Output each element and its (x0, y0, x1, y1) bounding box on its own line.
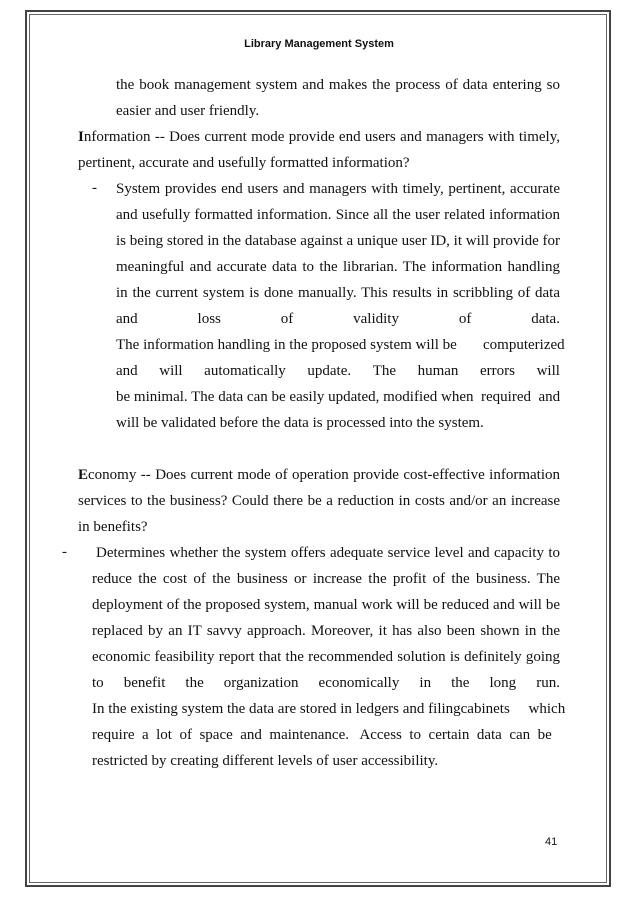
information-answer-line-7: be minimal. The data can be easily updated, modified when required and (116, 389, 561, 405)
intro-line-2: easier and user friendly. (116, 103, 260, 119)
economy-answer-line-1: Determines whether the system offers adequate service level and capacity to (96, 545, 560, 561)
information-question-line-2: pertinent, accurate and usefully formatted information? (78, 155, 410, 171)
information-question-line-1 (78, 124, 560, 150)
spread-word: The (372, 363, 397, 379)
economy-question-text: conomy -- Does current mode of operation provide cost-effective information (88, 467, 560, 483)
information-spread-line-1 (116, 306, 560, 332)
spread-word: human (417, 363, 459, 379)
spread-word: validity (353, 311, 399, 327)
spread-word: and (116, 363, 138, 379)
information-answer-line-6: The information handling in the proposed system will be computerized (116, 337, 565, 353)
information-answer-line-2: and usefully formatted information. Since all the user related information (116, 207, 560, 223)
information-spread-line-2 (116, 358, 560, 384)
spread-word: the (185, 675, 204, 691)
spread-word: to (92, 675, 104, 691)
spread-word: benefit (123, 675, 166, 691)
information-answer-line-5: in the current system is done manually. This results in scribbling of data (116, 285, 560, 301)
economy-question-line-2: services to the business? Could there be a reduction in costs and/or an increase (78, 493, 560, 509)
economy-answer-line-2: reduce the cost of the business or increase the profit of the business. The (92, 571, 560, 587)
spread-word: update. (307, 363, 352, 379)
information-initial: I (78, 129, 84, 145)
page-header: Library Management System (244, 38, 394, 50)
economy-question-line-3: in benefits? (78, 519, 148, 535)
information-answer-line-1: System provides end users and managers with timely, pertinent, accurate (116, 181, 560, 197)
spread-word: the (451, 675, 470, 691)
economy-answer-line-8: restricted by creating different levels of user accessibility. (92, 753, 439, 769)
spread-word: data. (531, 311, 560, 327)
spread-word: and (116, 311, 138, 327)
page-number: 41 (545, 836, 558, 848)
spread-word: automatically (204, 363, 286, 379)
economy-answer-line-7: require a lot of space and maintenance. Access to certain data can be (92, 727, 552, 743)
spread-word: of (280, 311, 294, 327)
economy-answer-line-6: In the existing system the data are stored in ledgers and filingcabinets which (92, 701, 566, 717)
information-answer-line-3: is being stored in the database against a unique user ID, it will provide for (116, 233, 560, 249)
spread-word: economically (318, 675, 400, 691)
spread-word: will (536, 363, 560, 379)
economy-question-line-1 (78, 462, 560, 488)
information-answer-line-4: meaningful and accurate data to the librarian. The information handling (116, 259, 560, 275)
spread-word: of (458, 311, 472, 327)
spread-word: long (489, 675, 517, 691)
economy-answer-line-5: economic feasibility report that the recommended solution is definitely going (92, 649, 560, 665)
spread-word: will (159, 363, 183, 379)
spread-word: errors (480, 363, 515, 379)
spread-word: in (419, 675, 432, 691)
information-dash: - (92, 180, 97, 196)
information-answer-line-8: will be validated before the data is processed into the system. (116, 415, 484, 431)
economy-answer-line-4: replaced by an IT savvy approach. Moreover, it has also been shown in the (92, 623, 560, 639)
intro-line-1: the book management system and makes the process of data entering so (116, 77, 560, 93)
economy-spread-line (92, 670, 560, 696)
spread-word: loss (197, 311, 221, 327)
spread-word: organization (223, 675, 299, 691)
economy-dash: - (62, 544, 67, 560)
spread-word: run. (536, 675, 560, 691)
economy-initial: E (78, 467, 89, 483)
economy-answer-line-3: deployment of the proposed system, manual work will be reduced and will be (92, 597, 560, 613)
information-question-text: nformation -- Does current mode provide end users and managers with timely, (83, 129, 560, 145)
